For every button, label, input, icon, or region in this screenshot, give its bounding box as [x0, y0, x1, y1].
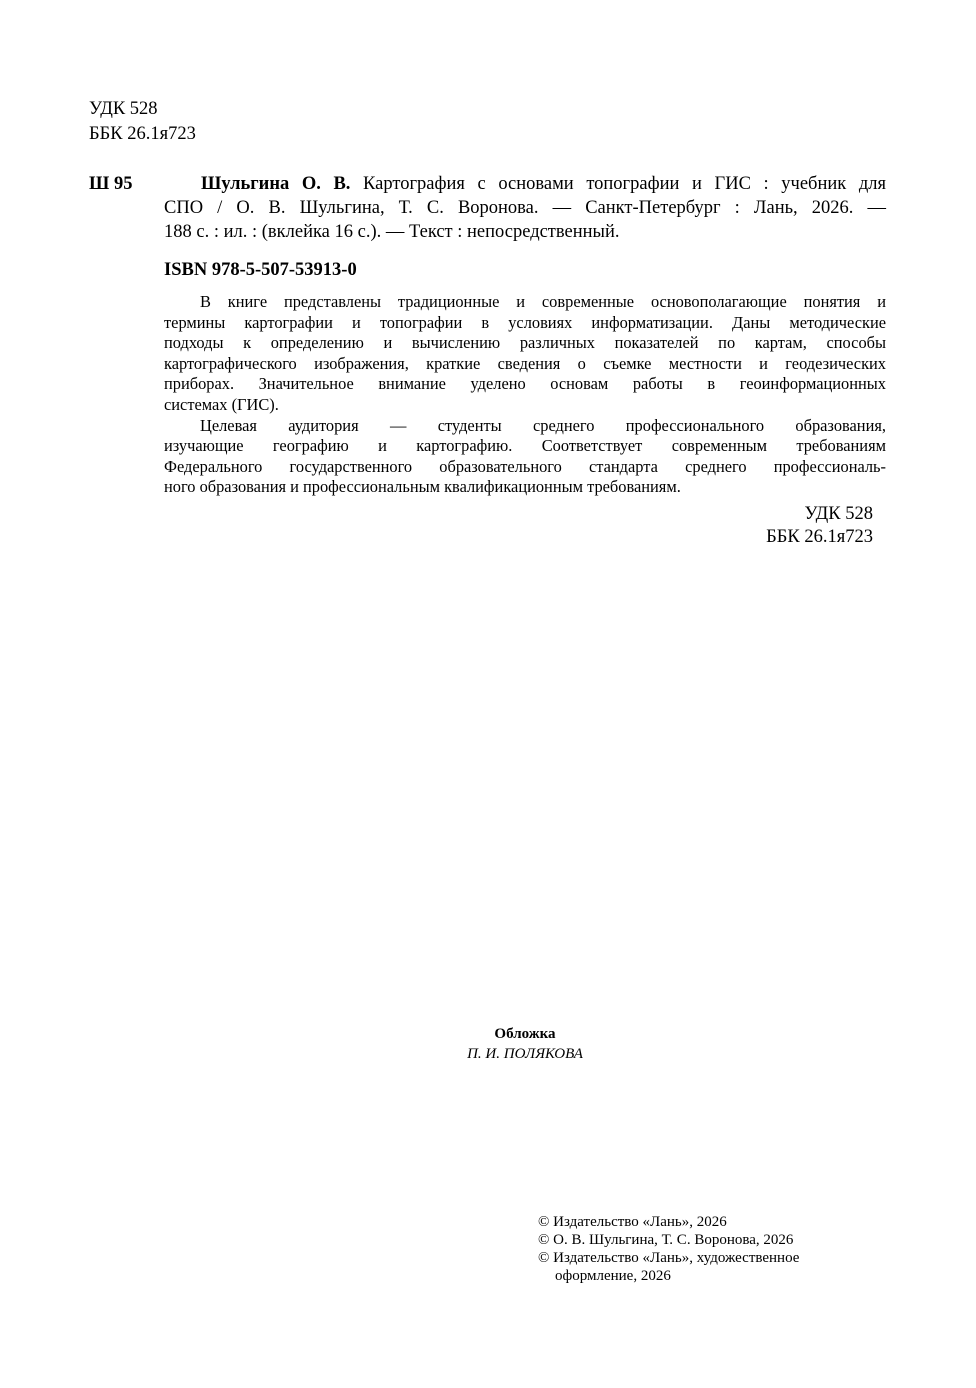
bibliographic-record [164, 172, 886, 244]
biblio-title: Картография с основами топографии и ГИС : учебник для [363, 174, 886, 194]
udk-bottom: УДК 528 [804, 504, 873, 524]
annotation-p1-line-5: приборах. Значительное внимание уделено основам работы в геоинформационных [164, 374, 886, 394]
biblio-author: Шульгина О. В. [201, 174, 351, 194]
cover-designer: П. И. ПОЛЯКОВА [467, 1046, 583, 1062]
copyright-line-3: © Издательство «Лань», художественное [538, 1250, 800, 1266]
annotation-p1-line-2: термины картографии и топографии в условиях информатизации. Даны методические [164, 312, 886, 332]
copyright-block [538, 1213, 799, 1285]
bbk-top: ББК 26.1я723 [89, 124, 196, 144]
copyright-line-2: © О. В. Шульгина, Т. С. Воронова, 2026 [538, 1232, 794, 1248]
annotation-p2-line-4: ного образования и профессиональным квалификационным требованиям. [164, 477, 681, 497]
annotation-p2-line-3: Федерального государственного образовательного стандарта среднего профессиональ- [164, 456, 886, 476]
udk-top: УДК 528 [89, 99, 158, 119]
biblio-line-2: СПО / О. В. Шульгина, Т. С. Воронова. — Санкт-Петербург : Лань, 2026. — [164, 198, 886, 218]
annotation-p1-line-3: подходы к определению и вычислению различных показателей по картам, способы [164, 333, 886, 353]
annotation-p1-line-1: В книге представлены традиционные и современные основополагающие понятия и [200, 292, 886, 311]
annotation [164, 292, 886, 498]
annotation-p1-line-4: картографического изображения, краткие сведения о съемке местности и геодезических [164, 353, 886, 373]
annotation-p2-line-2: изучающие географию и картографию. Соответствует современным требованиям [164, 436, 886, 456]
annotation-p2-line-1: Целевая аудитория — студенты среднего профессионального образования, [200, 415, 886, 435]
author-sign: Ш 95 [89, 174, 133, 194]
cover-label: Обложка [494, 1026, 556, 1042]
annotation-p1-line-6: системах (ГИС). [164, 394, 279, 414]
bbk-bottom: ББК 26.1я723 [766, 527, 873, 547]
isbn: ISBN 978-5-507-53913-0 [164, 260, 357, 280]
biblio-line-3: 188 с. : ил. : (вклейка 16 с.). — Текст : непосредственный. [164, 222, 620, 242]
copyright-line-4: оформление, 2026 [555, 1268, 671, 1284]
cover-credit [0, 1024, 976, 1064]
biblio-line-1 [164, 172, 886, 196]
copyright-line-1: © Издательство «Лань», 2026 [538, 1214, 727, 1230]
